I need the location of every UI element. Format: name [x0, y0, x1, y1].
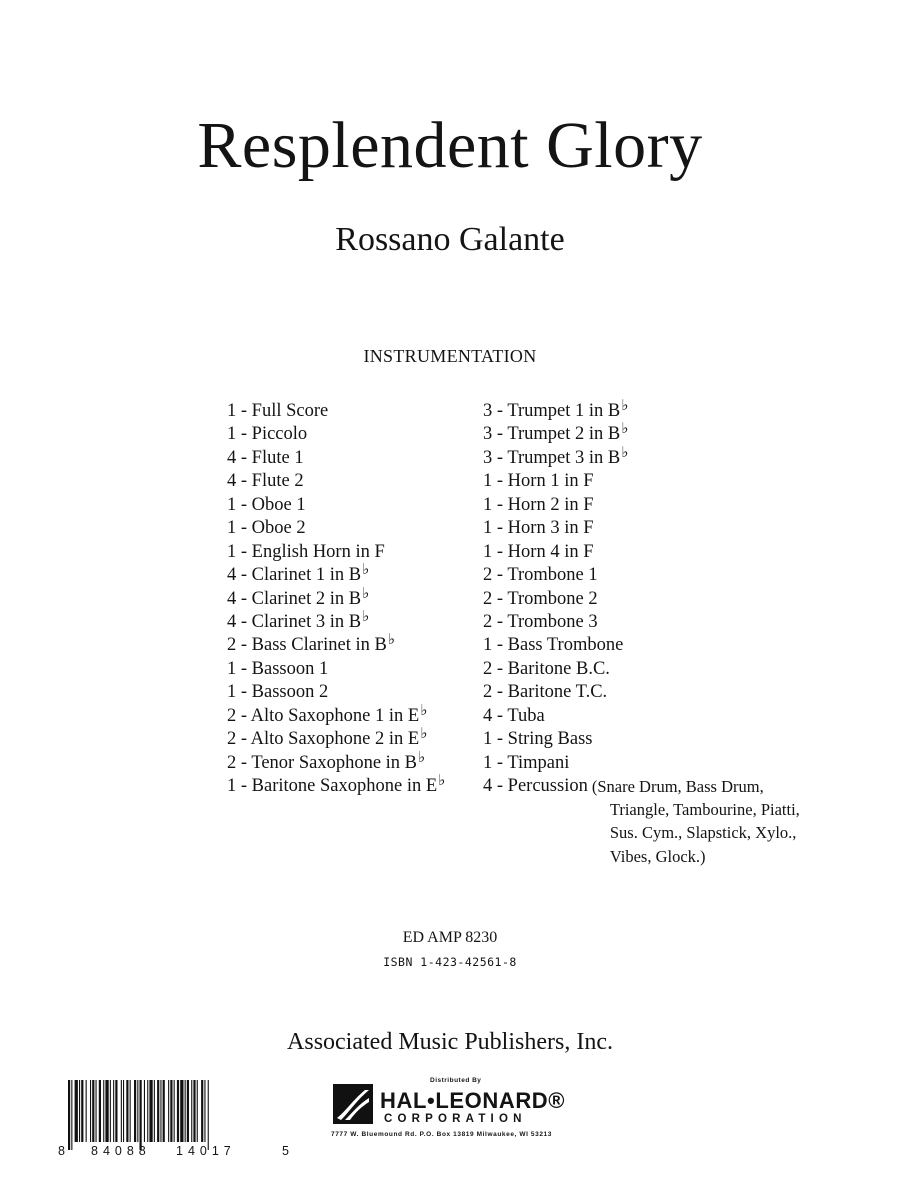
part-name: Full Score: [251, 401, 329, 421]
barcode-bar: [96, 1080, 97, 1142]
part-name: Horn 4 in F: [507, 541, 594, 562]
instrument-item: 2 - Bass Clarinet in B♭: [227, 632, 395, 656]
part-count: 1: [227, 401, 237, 421]
barcode-bar: [79, 1080, 80, 1142]
instrumentation-list-right: [483, 398, 832, 866]
barcode-bar: [68, 1080, 70, 1150]
instrumentation-heading: INSTRUMENTATION: [363, 346, 537, 366]
instrument-item: 1 - Full Score: [227, 401, 329, 421]
part-count: 1: [227, 424, 237, 445]
barcode-bar: [123, 1080, 124, 1142]
part-name: Tuba: [507, 705, 545, 726]
flat-sign: ♭: [362, 608, 370, 625]
instrument-item: 4 - Flute 1: [227, 447, 304, 468]
edition-number: ED AMP 8230: [402, 929, 498, 946]
barcode-bar: [160, 1080, 161, 1142]
part-count: 4: [483, 705, 493, 726]
part-count: 1: [483, 518, 493, 539]
publisher-name: Associated Music Publishers, Inc.: [287, 1029, 613, 1055]
instrument-item: 1 - Baritone Saxophone in E♭: [227, 773, 446, 796]
page-title: Resplendent Glory: [197, 109, 703, 182]
part-count: 1: [483, 541, 493, 562]
instrument-item: 2 - Trombone 2: [483, 588, 598, 609]
part-count: 3: [483, 447, 493, 468]
part-name: Trombone 2: [507, 588, 598, 609]
barcode-bar: [103, 1080, 104, 1142]
flat-sign: ♭: [621, 444, 629, 461]
part-name: Oboe 2: [251, 518, 306, 539]
barcode-bar: [90, 1080, 91, 1142]
barcode-bar: [134, 1080, 136, 1142]
part-count: 1: [227, 658, 237, 679]
part-name: Clarinet 3 in B: [251, 611, 362, 632]
barcode-bar: [75, 1080, 78, 1142]
part-name: Trombone 1: [507, 565, 598, 586]
part-count: 2: [483, 565, 493, 586]
part-count: 4: [227, 565, 237, 586]
barcode-bar: [71, 1080, 72, 1150]
part-name: Alto Saxophone 1 in E: [250, 705, 420, 726]
instrument-item: 4 - Flute 2: [227, 471, 304, 492]
instrument-item: 4 - Tuba: [483, 705, 545, 726]
barcode-bar: [191, 1080, 192, 1142]
part-count: 4: [227, 611, 237, 632]
part-count: 4: [227, 471, 237, 492]
barcode-bar: [99, 1080, 101, 1142]
barcode-bar: [197, 1080, 198, 1142]
barcode-bar: [137, 1080, 138, 1142]
instrument-item: [483, 775, 832, 866]
part-name: Trumpet 1 in B: [507, 401, 621, 421]
flat-sign: ♭: [387, 632, 395, 649]
part-count: 2: [227, 729, 237, 750]
percussion-detail: [591, 775, 832, 866]
part-name: Alto Saxophone 2 in E: [250, 729, 420, 750]
part-count: 2: [483, 658, 493, 679]
percussion-detail-line: (Snare Drum, Bass Drum,: [591, 777, 764, 796]
instrument-item: 1 - Horn 2 in F: [483, 494, 594, 515]
part-count: 2: [227, 752, 237, 773]
instrument-item: 3 - Trumpet 3 in B♭: [483, 444, 629, 468]
instrument-item: 3 - Trumpet 1 in B♭: [483, 398, 629, 421]
part-name: Piccolo: [251, 424, 308, 445]
barcode-bar: [110, 1080, 111, 1142]
distributor-address: 7777 W. Bluemound Rd. P.O. Box 13819 Milwaukee, WI 53213: [331, 1131, 552, 1138]
instrument-item: 2 - Alto Saxophone 2 in E♭: [227, 726, 428, 750]
barcode-bar: [204, 1080, 205, 1142]
part-count: 4 -: [483, 776, 508, 796]
instrument-item: 2 - Trombone 1: [483, 565, 598, 586]
barcode-bar: [201, 1080, 203, 1142]
instrument-item: 4 - Clarinet 2 in B♭: [227, 585, 370, 609]
part-count: 1: [227, 494, 237, 515]
barcode-bar: [130, 1080, 131, 1142]
instrument-item: 1 - Horn 3 in F: [483, 518, 594, 539]
barcode-bar: [168, 1080, 169, 1142]
barcode-bar: [86, 1080, 87, 1142]
barcode-bar: [187, 1080, 189, 1142]
instrument-item: 1 - Piccolo: [227, 424, 308, 445]
instrument-item: 1 - Oboe 1: [227, 494, 306, 515]
barcode-bar: [92, 1080, 94, 1142]
barcode-bar: [81, 1080, 83, 1142]
barcode-digit-group: 14017: [176, 1144, 236, 1158]
instrument-item: 1 - Bassoon 1: [227, 658, 329, 679]
instrument-item: 4 - Clarinet 3 in B♭: [227, 608, 370, 632]
instrument-item: 1 - String Bass: [483, 729, 593, 750]
flat-sign: ♭: [621, 421, 629, 438]
part-name: Clarinet 1 in B: [251, 565, 362, 586]
part-name: Horn 2 in F: [507, 494, 594, 515]
flat-sign: ♭: [438, 773, 446, 789]
part-name: Timpani: [507, 752, 570, 773]
instrument-item: 2 - Tenor Saxophone in B♭: [227, 749, 426, 773]
composer-name: Rossano Galante: [335, 221, 565, 258]
part-count: 1: [483, 494, 493, 515]
barcode-bar: [154, 1080, 155, 1142]
instrument-item: 4 - Clarinet 1 in B♭: [227, 562, 370, 586]
instrument-item: 1 - Timpani: [483, 752, 570, 773]
part-count: 1: [227, 682, 237, 703]
part-count: 3: [483, 424, 493, 445]
flat-sign: ♭: [362, 562, 370, 579]
part-count: 1: [483, 471, 493, 492]
instrument-item: 2 - Baritone B.C.: [483, 658, 610, 679]
part-name: Horn 3 in F: [507, 518, 594, 539]
barcode-bar: [126, 1080, 128, 1142]
instrumentation-list-left: [227, 400, 445, 798]
part-count: 4: [227, 588, 237, 609]
flat-sign: ♭: [420, 726, 428, 743]
distributor-name: HAL•LEONARD®: [380, 1088, 566, 1113]
percussion-detail-line: Triangle, Tambourine, Piatti,: [609, 800, 800, 820]
part-name: Trumpet 2 in B: [507, 424, 621, 445]
part-name: Percussion: [507, 776, 588, 796]
part-count: 1: [483, 635, 493, 656]
instrument-item: 2 - Trombone 3: [483, 611, 598, 632]
percussion-detail-line: Vibes, Glock.): [609, 846, 706, 866]
part-count: 1: [227, 541, 237, 562]
part-name: Baritone Saxophone in E: [251, 776, 438, 796]
barcode-bar: [115, 1080, 117, 1142]
barcode-bar: [180, 1080, 183, 1142]
instrument-item: 2 - Baritone T.C.: [483, 682, 608, 703]
instrument-item: 1 - Horn 1 in F: [483, 471, 594, 492]
barcode-bar: [170, 1080, 172, 1142]
part-name: Baritone T.C.: [507, 682, 608, 703]
isbn: ISBN 1-423-42561-8: [383, 955, 517, 969]
hal-leonard-logo-icon: [331, 1082, 375, 1126]
part-name: Baritone B.C.: [507, 658, 610, 679]
part-name: Bassoon 1: [251, 658, 329, 679]
distributed-by-label: Distributed By: [430, 1077, 482, 1084]
instrument-item: 1 - Bass Trombone: [483, 635, 624, 656]
part-name: Tenor Saxophone in B: [251, 752, 418, 773]
barcode-bar: [113, 1080, 114, 1142]
barcode-bar: [121, 1080, 122, 1142]
flat-sign: ♭: [362, 585, 370, 602]
part-name: Flute 2: [251, 471, 304, 492]
barcode-bar: [147, 1080, 148, 1142]
instrument-item: 1 - Bassoon 2: [227, 682, 329, 703]
barcode-bar: [163, 1080, 165, 1142]
part-name: Horn 1 in F: [507, 471, 594, 492]
barcode-digit-group: 5: [282, 1144, 289, 1158]
part-name: Trombone 3: [507, 611, 598, 632]
percussion-detail-line: Sus. Cym., Slapstick, Xylo.,: [609, 823, 797, 843]
barcode-bar: [149, 1080, 152, 1142]
part-name: Bassoon 2: [251, 682, 329, 703]
barcode-bar: [185, 1080, 186, 1142]
part-count: 1: [483, 729, 493, 750]
part-name: Clarinet 2 in B: [251, 588, 362, 609]
barcode-bar: [174, 1080, 175, 1142]
part-count: 2: [227, 635, 237, 656]
barcode-bar: [193, 1080, 195, 1142]
part-name: Trumpet 3 in B: [507, 447, 621, 468]
part-name: Bass Trombone: [507, 635, 624, 656]
part-count: 2: [483, 588, 493, 609]
part-name: Bass Clarinet in B: [251, 635, 387, 656]
part-count: 1: [227, 776, 237, 796]
instrument-item: 1 - Oboe 2: [227, 518, 306, 539]
part-count: 2: [483, 611, 493, 632]
flat-sign: ♭: [420, 702, 428, 719]
instrument-item: 3 - Trumpet 2 in B♭: [483, 421, 629, 445]
part-name: English Horn in F: [251, 541, 385, 562]
barcode-bar: [140, 1080, 142, 1150]
instrument-item: 1 - Horn 4 in F: [483, 541, 594, 562]
barcode-digit-group: 84088: [91, 1144, 151, 1158]
part-name: Flute 1: [251, 447, 304, 468]
barcode-digit-group: 8: [58, 1144, 65, 1158]
flat-sign: ♭: [418, 749, 426, 766]
instrument-item: 2 - Alto Saxophone 1 in E♭: [227, 702, 428, 726]
part-count: 1: [483, 752, 493, 773]
part-count: 1: [227, 518, 237, 539]
part-count: 2: [483, 682, 493, 703]
part-count: 3: [483, 401, 493, 421]
barcode-bar: [177, 1080, 179, 1142]
barcode-bar: [105, 1080, 108, 1142]
barcode-bar: [144, 1080, 145, 1142]
part-count: 2: [227, 705, 237, 726]
part-name: Oboe 1: [251, 494, 306, 515]
barcode-bar: [208, 1080, 209, 1150]
distributor-corporation: CORPORATION: [384, 1113, 527, 1125]
instrument-item: 1 - English Horn in F: [227, 541, 385, 562]
flat-sign: ♭: [621, 398, 629, 414]
part-count: 4: [227, 447, 237, 468]
barcode-bar: [157, 1080, 159, 1142]
part-name: String Bass: [507, 729, 593, 750]
